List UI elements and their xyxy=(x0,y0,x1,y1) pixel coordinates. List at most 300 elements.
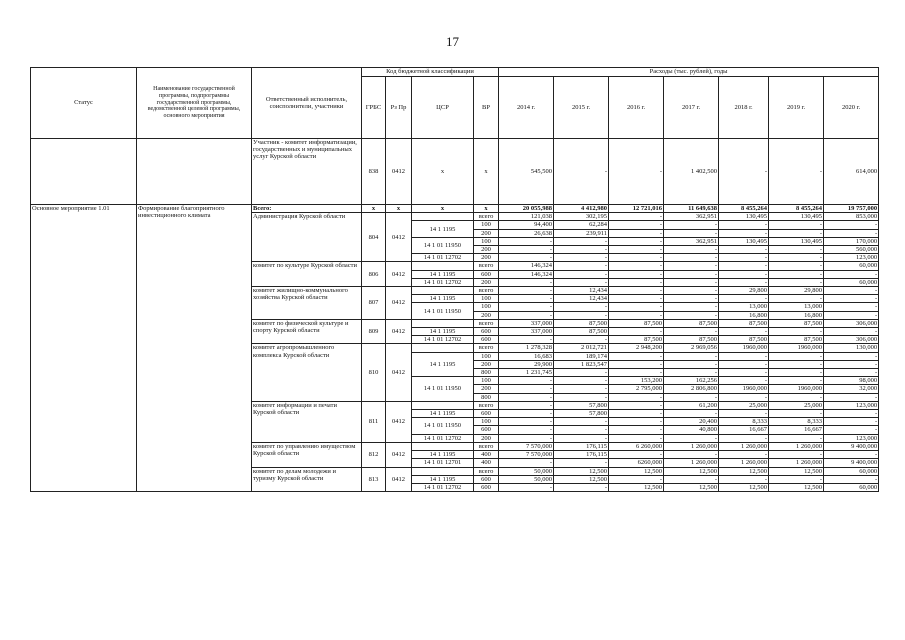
value-cell: 12,500 xyxy=(554,475,609,483)
value-cell: - xyxy=(499,393,554,401)
value-cell: 130,495 xyxy=(719,237,769,245)
csr-cell: 14 1 01 12702 xyxy=(412,434,474,442)
value-cell: - xyxy=(609,246,664,254)
value-cell: - xyxy=(719,278,769,286)
value-cell: 6260,000 xyxy=(609,459,664,467)
value-cell: - xyxy=(824,311,879,319)
vr-cell: 100 xyxy=(474,295,499,303)
grbs-cell: 838 xyxy=(362,139,386,205)
grbs-cell: 812 xyxy=(362,442,386,467)
executor-name: комитет информации и печати Курской области xyxy=(252,401,362,442)
value-cell: 1 260,000 xyxy=(719,442,769,450)
value-cell: 306,000 xyxy=(824,319,879,327)
total-value: 19 757,000 xyxy=(824,205,879,213)
value-cell: - xyxy=(769,246,824,254)
vr-cell: всего xyxy=(474,287,499,295)
section-name: Формирование благоприятного инвестиционного климата xyxy=(137,205,252,492)
vr-cell: 600 xyxy=(474,270,499,278)
value-cell: - xyxy=(609,270,664,278)
value-cell: - xyxy=(499,377,554,385)
grbs-cell: 813 xyxy=(362,467,386,492)
value-cell: - xyxy=(554,369,609,377)
executor-name: комитет жилищно-коммунального хозяйства Курской области xyxy=(252,287,362,320)
value-cell: 1 260,000 xyxy=(769,459,824,467)
csr-cell: 14 1 1195 xyxy=(412,328,474,336)
value-cell: 176,115 xyxy=(554,442,609,450)
value-cell: 12,500 xyxy=(719,467,769,475)
section-status: Основное мероприятие 1.01 xyxy=(31,205,137,492)
grbs-cell: 810 xyxy=(362,344,386,401)
value-cell: - xyxy=(664,303,719,311)
value-cell: 16,800 xyxy=(769,311,824,319)
value-cell: - xyxy=(554,246,609,254)
value-cell: - xyxy=(769,451,824,459)
value-cell: - xyxy=(554,377,609,385)
value-cell: - xyxy=(824,229,879,237)
value-cell: - xyxy=(719,270,769,278)
vr-cell: 600 xyxy=(474,426,499,434)
csr-cell: 14 1 1195 xyxy=(412,475,474,483)
header-year: 2017 г. xyxy=(664,77,719,139)
vr-cell: 600 xyxy=(474,483,499,491)
header-rzpr: Рз Пр xyxy=(386,77,412,139)
value-cell: 146,324 xyxy=(499,262,554,270)
csr-cell: х xyxy=(412,205,474,213)
value-cell: - xyxy=(609,369,664,377)
value-cell: 87,500 xyxy=(554,328,609,336)
value-cell: - xyxy=(824,426,879,434)
value-cell: 560,000 xyxy=(824,246,879,254)
value-cell: - xyxy=(769,377,824,385)
value-cell: 26,638 xyxy=(499,229,554,237)
value-cell: - xyxy=(499,295,554,303)
value-cell: 12,500 xyxy=(664,467,719,475)
value-cell: - xyxy=(609,229,664,237)
header-status: Статус xyxy=(31,68,137,139)
rzpr-cell: 0412 xyxy=(386,401,412,442)
value-cell: 2 795,000 xyxy=(609,385,664,393)
csr-cell: 14 1 01 11950 xyxy=(412,303,474,319)
vr-cell: 200 xyxy=(474,254,499,262)
value-cell: - xyxy=(609,262,664,270)
value-cell: - xyxy=(769,221,824,229)
value-cell: - xyxy=(609,418,664,426)
value-cell: - xyxy=(609,287,664,295)
value-cell: - xyxy=(499,483,554,491)
executor-name: Администрация Курской области xyxy=(252,213,362,262)
value-cell: - xyxy=(554,311,609,319)
header-year: 2020 г. xyxy=(824,77,879,139)
csr-cell: 14 1 01 12702 xyxy=(412,278,474,286)
value-cell: 87,500 xyxy=(609,336,664,344)
value-cell: - xyxy=(769,270,824,278)
value-cell: - xyxy=(554,262,609,270)
value-cell: 1960,000 xyxy=(769,385,824,393)
value-cell: 7 570,000 xyxy=(499,442,554,450)
value-cell: 87,500 xyxy=(664,336,719,344)
value-cell: - xyxy=(609,213,664,221)
vr-cell: всего xyxy=(474,401,499,409)
csr-cell: 14 1 01 11950 xyxy=(412,418,474,434)
value-cell: - xyxy=(824,360,879,368)
value-cell: - xyxy=(554,303,609,311)
value-cell: 12,434 xyxy=(554,295,609,303)
value-cell: - xyxy=(554,434,609,442)
value-cell: - xyxy=(824,221,879,229)
value-cell: 130,000 xyxy=(824,344,879,352)
value-cell: - xyxy=(499,336,554,344)
rzpr-cell: 0412 xyxy=(386,287,412,320)
value-cell: 20,400 xyxy=(664,418,719,426)
value-cell: - xyxy=(664,475,719,483)
value-cell: - xyxy=(769,360,824,368)
total-value: 11 649,638 xyxy=(664,205,719,213)
value-cell: - xyxy=(499,246,554,254)
grbs-cell: 806 xyxy=(362,262,386,287)
value-cell: 121,038 xyxy=(499,213,554,221)
value-cell: - xyxy=(664,278,719,286)
value-cell: - xyxy=(769,295,824,303)
csr-cell xyxy=(412,262,474,270)
value-cell: - xyxy=(664,434,719,442)
value-cell: 2 948,200 xyxy=(609,344,664,352)
header-kbk-group: Код бюджетной классификации xyxy=(362,68,499,77)
value-cell: - xyxy=(554,254,609,262)
value-cell: 60,000 xyxy=(824,278,879,286)
total-value: 4 412,980 xyxy=(554,205,609,213)
csr-cell xyxy=(412,319,474,327)
value-cell: - xyxy=(824,369,879,377)
value-cell: - xyxy=(664,254,719,262)
value-cell: - xyxy=(719,295,769,303)
header-name: Наименование государственной программы, подпрограммы государственной программы, ведомственной целевой программы, основного мероприятия xyxy=(137,68,252,139)
vr-cell: 800 xyxy=(474,369,499,377)
header-year: 2018 г. xyxy=(719,77,769,139)
total-value: 8 455,264 xyxy=(769,205,824,213)
value-cell: - xyxy=(499,237,554,245)
value-cell: 12,434 xyxy=(554,287,609,295)
value-cell: - xyxy=(664,229,719,237)
value-cell: 60,000 xyxy=(824,483,879,491)
value-cell: 62,284 xyxy=(554,221,609,229)
value-cell: - xyxy=(609,278,664,286)
value-cell: 87,500 xyxy=(664,319,719,327)
vr-cell: всего xyxy=(474,467,499,475)
vr-cell: 200 xyxy=(474,385,499,393)
value-cell: 130,495 xyxy=(769,237,824,245)
csr-cell: 14 1 01 11950 xyxy=(412,377,474,402)
header-year: 2014 г. xyxy=(499,77,554,139)
csr-cell: 14 1 1195 xyxy=(412,270,474,278)
value-cell: - xyxy=(664,262,719,270)
executor-name: комитет по управлению имуществом Курской области xyxy=(252,442,362,467)
value-cell: - xyxy=(824,475,879,483)
value-cell: 60,000 xyxy=(824,262,879,270)
value-cell: - xyxy=(609,475,664,483)
value-cell: - xyxy=(719,410,769,418)
value-cell: - xyxy=(824,410,879,418)
rzpr-cell: 0412 xyxy=(386,467,412,492)
value-cell: - xyxy=(609,328,664,336)
vr-cell: 400 xyxy=(474,451,499,459)
value-cell: 853,000 xyxy=(824,213,879,221)
empty-cell xyxy=(31,139,137,205)
value-cell: - xyxy=(664,360,719,368)
value-cell: - xyxy=(499,410,554,418)
value-cell: 302,195 xyxy=(554,213,609,221)
value-cell: 12,500 xyxy=(719,483,769,491)
value-cell: - xyxy=(499,278,554,286)
header-vr: ВР xyxy=(474,77,499,139)
empty-cell xyxy=(137,139,252,205)
value-cell: - xyxy=(719,254,769,262)
value-cell: 170,000 xyxy=(824,237,879,245)
csr-cell: 14 1 1195 xyxy=(412,352,474,377)
vr-cell: 200 xyxy=(474,434,499,442)
value-cell: - xyxy=(499,459,554,467)
vr-cell: х xyxy=(474,139,499,205)
value-cell: - xyxy=(664,410,719,418)
value-cell: 87,500 xyxy=(719,336,769,344)
value-cell: - xyxy=(824,270,879,278)
value-cell: - xyxy=(499,385,554,393)
value-cell: 87,500 xyxy=(769,319,824,327)
value-cell: - xyxy=(824,352,879,360)
value-cell: - xyxy=(609,393,664,401)
value-cell: 16,800 xyxy=(719,311,769,319)
csr-cell: 14 1 1195 xyxy=(412,451,474,459)
value-cell: 50,000 xyxy=(499,467,554,475)
participant-row xyxy=(31,139,879,205)
vr-cell: всего xyxy=(474,262,499,270)
value-cell: - xyxy=(609,352,664,360)
csr-cell: 14 1 1195 xyxy=(412,295,474,303)
value-cell: 32,000 xyxy=(824,385,879,393)
value-cell: 1960,000 xyxy=(719,385,769,393)
vr-cell: 100 xyxy=(474,303,499,311)
value-cell: 13,000 xyxy=(719,303,769,311)
vr-cell: 200 xyxy=(474,360,499,368)
csr-cell xyxy=(412,442,474,450)
value-cell: - xyxy=(554,139,609,205)
value-cell: - xyxy=(664,369,719,377)
budget-table xyxy=(30,67,879,492)
value-cell: 16,683 xyxy=(499,352,554,360)
value-cell: - xyxy=(719,221,769,229)
value-cell: - xyxy=(719,377,769,385)
value-cell: - xyxy=(499,303,554,311)
value-cell: 337,000 xyxy=(499,319,554,327)
rzpr-cell: 0412 xyxy=(386,344,412,401)
vr-cell: всего xyxy=(474,442,499,450)
value-cell: 189,174 xyxy=(554,352,609,360)
value-cell: 29,800 xyxy=(769,287,824,295)
value-cell: 87,500 xyxy=(719,319,769,327)
value-cell: 8,333 xyxy=(719,418,769,426)
grbs-cell: 804 xyxy=(362,213,386,262)
value-cell: - xyxy=(609,426,664,434)
value-cell: 1 260,000 xyxy=(664,459,719,467)
value-cell: 1960,000 xyxy=(769,344,824,352)
value-cell: - xyxy=(664,270,719,278)
value-cell: - xyxy=(719,246,769,254)
value-cell: - xyxy=(769,229,824,237)
value-cell: 12,500 xyxy=(769,467,824,475)
value-cell: 123,000 xyxy=(824,401,879,409)
value-cell: - xyxy=(664,295,719,303)
value-cell: - xyxy=(719,393,769,401)
csr-cell: 14 1 01 12702 xyxy=(412,254,474,262)
value-cell: - xyxy=(664,221,719,229)
value-cell: - xyxy=(664,311,719,319)
value-cell: - xyxy=(769,328,824,336)
vr-cell: 400 xyxy=(474,459,499,467)
value-cell: 176,115 xyxy=(554,451,609,459)
value-cell: - xyxy=(769,254,824,262)
value-cell: 12,500 xyxy=(664,483,719,491)
value-cell: - xyxy=(769,352,824,360)
executor-name: комитет по физической культуре и спорту Курской области xyxy=(252,319,362,344)
value-cell: 2 012,721 xyxy=(554,344,609,352)
value-cell: 87,500 xyxy=(554,319,609,327)
vr-cell: 600 xyxy=(474,410,499,418)
csr-cell: 14 1 01 12701 xyxy=(412,459,474,467)
value-cell: 9 400,000 xyxy=(824,442,879,450)
csr-cell xyxy=(412,213,474,221)
value-cell: 123,000 xyxy=(824,434,879,442)
total-value: 8 455,264 xyxy=(719,205,769,213)
value-cell: - xyxy=(554,483,609,491)
vr-cell: всего xyxy=(474,213,499,221)
value-cell: - xyxy=(554,237,609,245)
value-cell: 29,900 xyxy=(499,360,554,368)
executor-name: комитет по делам молодежи и туризму Курской области xyxy=(252,467,362,492)
value-cell: 362,951 xyxy=(664,237,719,245)
vr-cell: 200 xyxy=(474,278,499,286)
value-cell: 1 260,000 xyxy=(664,442,719,450)
value-cell: - xyxy=(499,287,554,295)
value-cell: - xyxy=(609,434,664,442)
value-cell: - xyxy=(554,336,609,344)
value-cell: - xyxy=(664,451,719,459)
grbs-cell: 809 xyxy=(362,319,386,344)
value-cell: - xyxy=(769,410,824,418)
page-number: 17 xyxy=(446,34,459,49)
value-cell: - xyxy=(769,393,824,401)
grbs-cell: 811 xyxy=(362,401,386,442)
value-cell: 25,000 xyxy=(769,401,824,409)
value-cell: - xyxy=(719,451,769,459)
value-cell: - xyxy=(609,254,664,262)
value-cell: 50,000 xyxy=(499,475,554,483)
vr-cell: 600 xyxy=(474,336,499,344)
value-cell: 153,200 xyxy=(609,377,664,385)
vr-cell: 100 xyxy=(474,221,499,229)
value-cell: 60,000 xyxy=(824,467,879,475)
vr-cell: 800 xyxy=(474,393,499,401)
value-cell: 239,911 xyxy=(554,229,609,237)
csr-cell: 14 1 01 11950 xyxy=(412,237,474,253)
value-cell: - xyxy=(609,401,664,409)
value-cell: 6 260,000 xyxy=(609,442,664,450)
vr-cell: 600 xyxy=(474,475,499,483)
vr-cell: 100 xyxy=(474,352,499,360)
value-cell: - xyxy=(824,328,879,336)
value-cell: - xyxy=(664,352,719,360)
value-cell: - xyxy=(769,475,824,483)
value-cell: - xyxy=(769,369,824,377)
value-cell: 162,256 xyxy=(664,377,719,385)
csr-cell xyxy=(412,344,474,352)
value-cell: 29,800 xyxy=(719,287,769,295)
grbs-cell: х xyxy=(362,205,386,213)
value-cell: - xyxy=(769,139,824,205)
value-cell: - xyxy=(719,328,769,336)
value-cell: - xyxy=(554,270,609,278)
value-cell: - xyxy=(719,262,769,270)
value-cell: 130,495 xyxy=(719,213,769,221)
value-cell: - xyxy=(769,262,824,270)
rzpr-cell: 0412 xyxy=(386,319,412,344)
total-label: Всего: xyxy=(252,205,362,213)
value-cell: 9 400,000 xyxy=(824,459,879,467)
csr-cell: 14 1 01 12702 xyxy=(412,483,474,491)
csr-cell xyxy=(412,467,474,475)
value-cell: 94,400 xyxy=(499,221,554,229)
value-cell: - xyxy=(824,295,879,303)
value-cell: 40,800 xyxy=(664,426,719,434)
value-cell: - xyxy=(824,451,879,459)
total-value: 12 721,016 xyxy=(609,205,664,213)
value-cell: 12,500 xyxy=(554,467,609,475)
value-cell: 57,800 xyxy=(554,410,609,418)
value-cell: 306,000 xyxy=(824,336,879,344)
value-cell: - xyxy=(554,393,609,401)
value-cell: - xyxy=(664,246,719,254)
executor-name: комитет по культуре Курской области xyxy=(252,262,362,287)
value-cell: 362,951 xyxy=(664,213,719,221)
value-cell: - xyxy=(664,287,719,295)
value-cell: 1 278,328 xyxy=(499,344,554,352)
csr-cell: 14 1 1195 xyxy=(412,410,474,418)
vr-cell: 200 xyxy=(474,311,499,319)
value-cell: - xyxy=(719,360,769,368)
csr-cell xyxy=(412,401,474,409)
value-cell: 8,333 xyxy=(769,418,824,426)
rzpr-cell: 0412 xyxy=(386,262,412,287)
value-cell: - xyxy=(609,139,664,205)
header-csr: ЦСР xyxy=(412,77,474,139)
csr-cell xyxy=(412,287,474,295)
value-cell: - xyxy=(824,303,879,311)
value-cell: 1960,000 xyxy=(719,344,769,352)
value-cell: - xyxy=(499,418,554,426)
value-cell: - xyxy=(719,369,769,377)
value-cell: - xyxy=(719,475,769,483)
value-cell: 61,200 xyxy=(664,401,719,409)
value-cell: - xyxy=(609,360,664,368)
executor-name: комитет агропромышленного комплекса Курской области xyxy=(252,344,362,401)
vr-cell: 100 xyxy=(474,418,499,426)
value-cell: - xyxy=(609,451,664,459)
value-cell: - xyxy=(664,393,719,401)
value-cell: - xyxy=(719,139,769,205)
vr-cell: всего xyxy=(474,319,499,327)
value-cell: - xyxy=(554,426,609,434)
header-year: 2016 г. xyxy=(609,77,664,139)
participant-name: Участник - комитет информатизации, государственных и муниципальных услуг Курской области xyxy=(252,139,362,205)
value-cell: - xyxy=(499,254,554,262)
